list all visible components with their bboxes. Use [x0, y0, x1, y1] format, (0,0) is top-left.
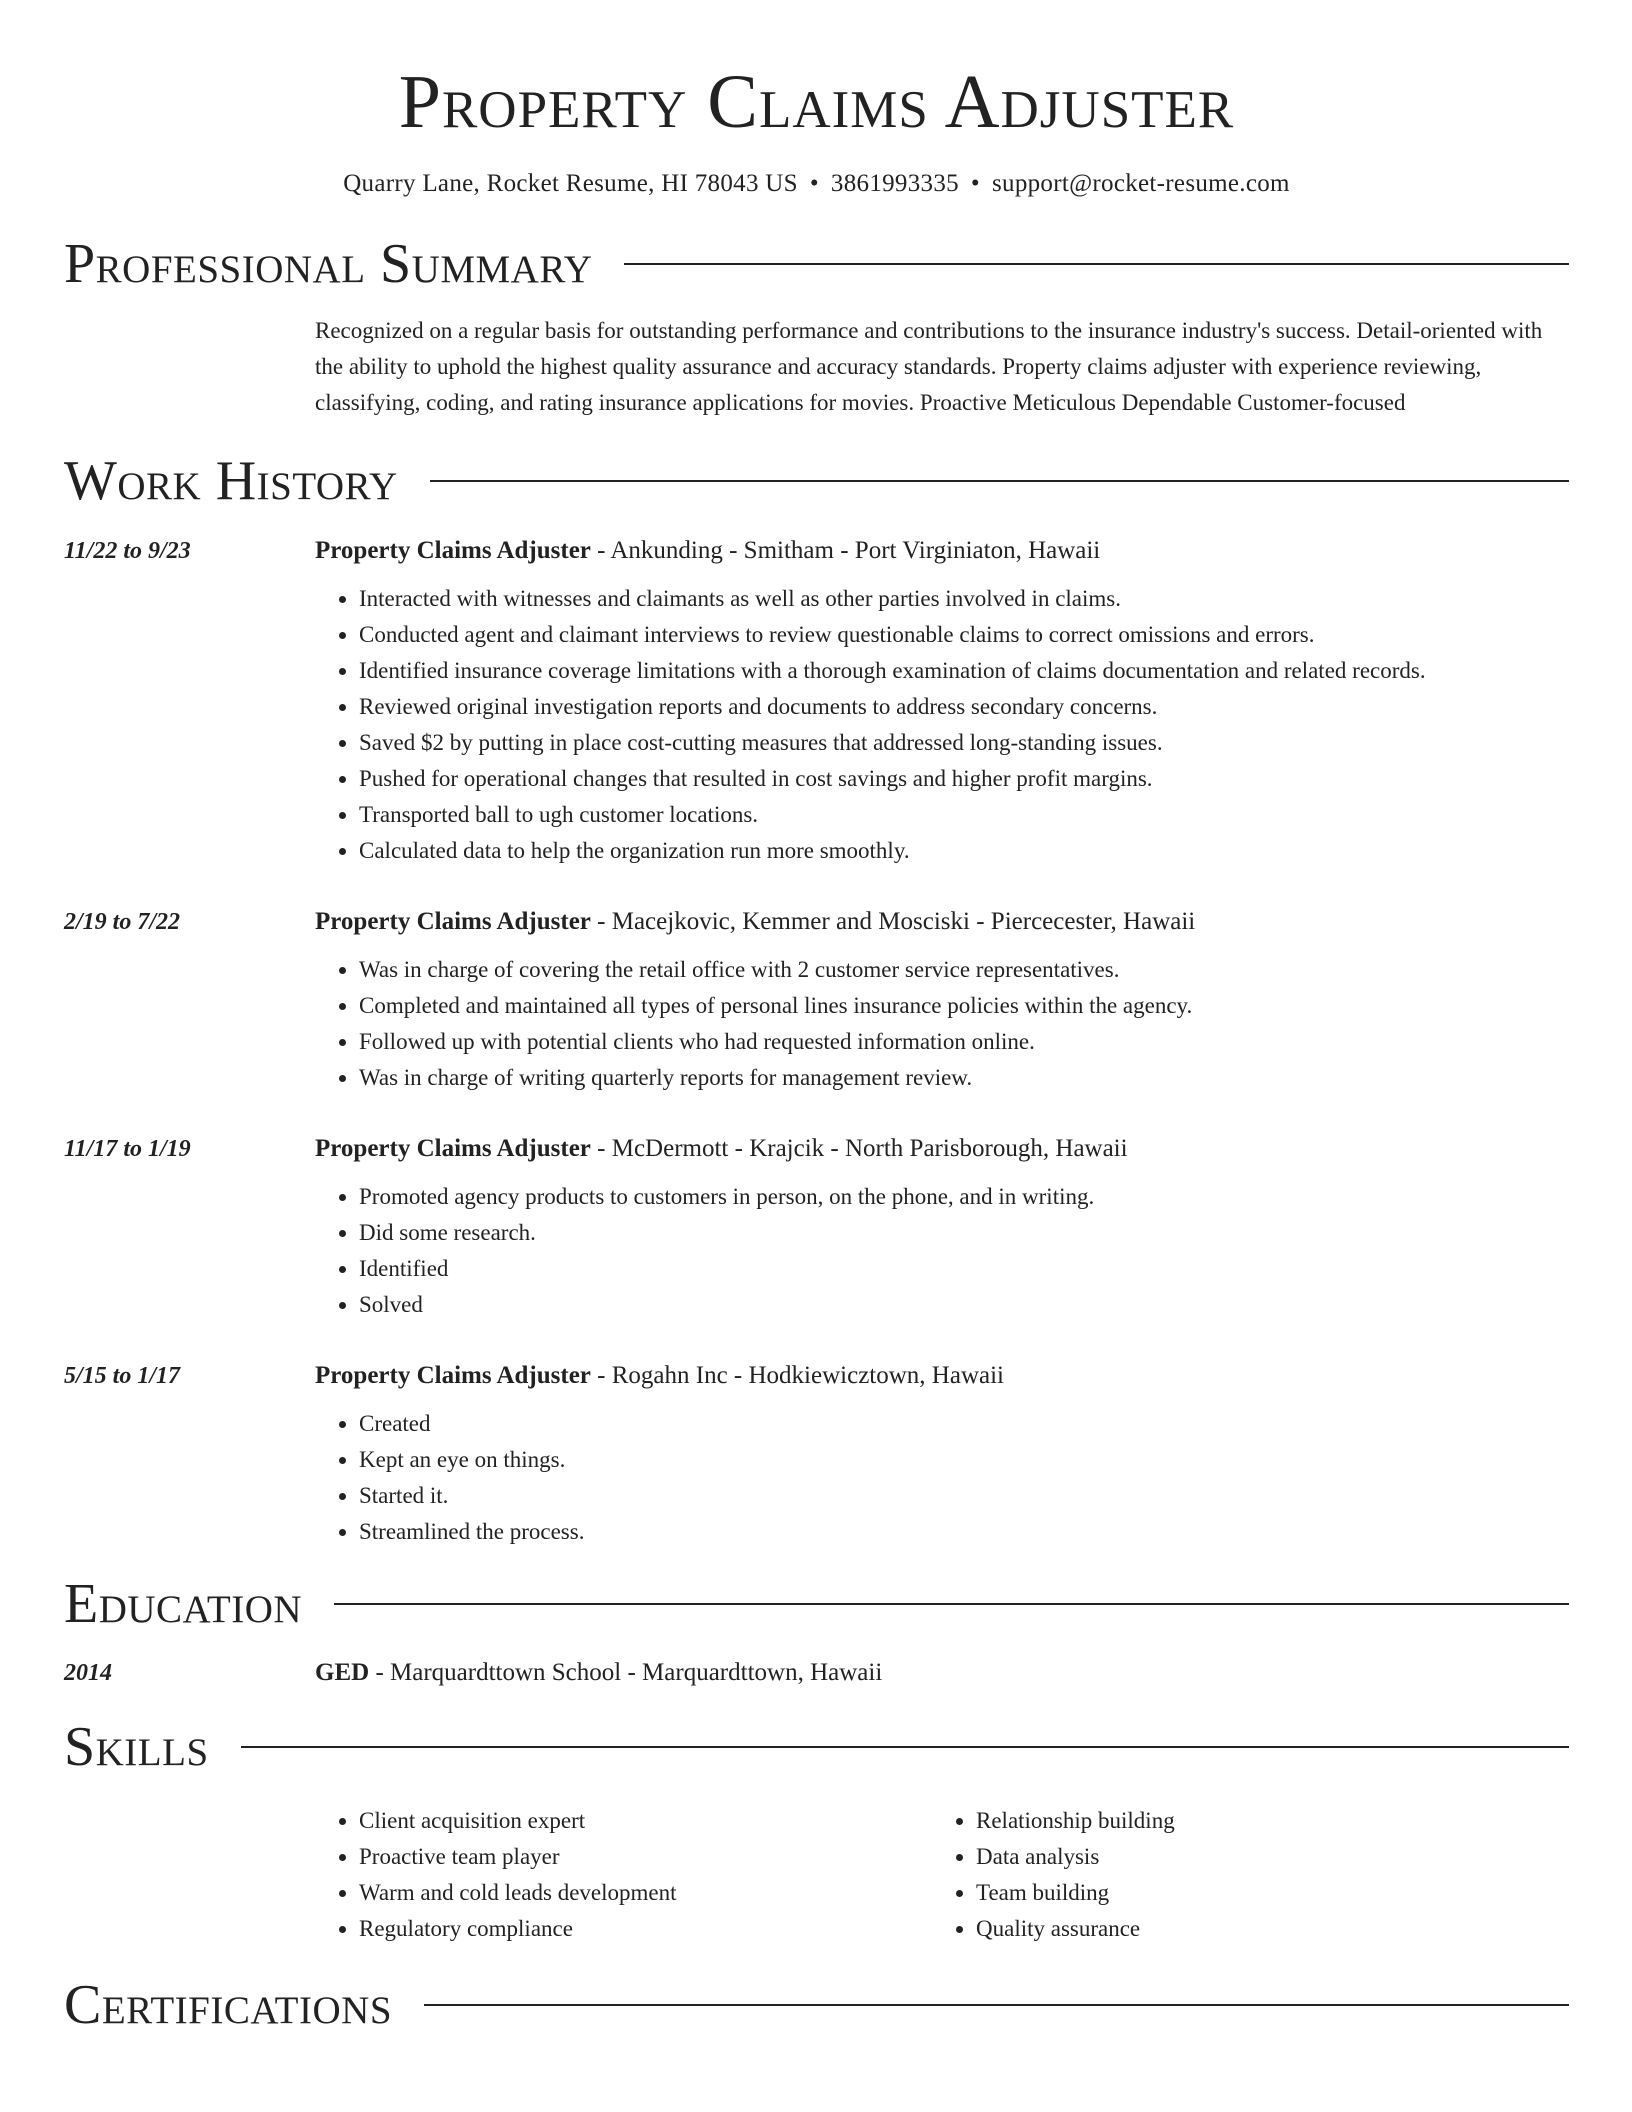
section-divider	[424, 2004, 1569, 2006]
education-year: 2014	[64, 1660, 112, 1686]
list-item: • Calculated data to help the organization run more smoothly.	[359, 833, 1569, 869]
list-item: • Promoted agency products to customers in person, on the phone, and in writing.	[359, 1179, 1569, 1215]
job-details: - Ankunding - Smitham - Port Virginiaton, Hawaii	[590, 537, 1101, 564]
job-bullets	[315, 1406, 1569, 1550]
contact-address: Quarry Lane, Rocket Resume, HI 78043 US	[343, 170, 798, 197]
section-title: Education	[64, 1573, 303, 1635]
list-item: • Was in charge of covering the retail office with 2 customer service representatives.	[359, 952, 1569, 988]
job-entry	[64, 906, 1569, 1096]
section-title: Certifications	[64, 1974, 393, 2036]
section-header-work-history	[64, 450, 1569, 512]
job-title: Property Claims Adjuster	[315, 537, 591, 564]
list-item: • Was in charge of writing quarterly reports for management review.	[359, 1060, 1569, 1096]
resume-page	[64, 0, 1569, 2036]
contact-separator: •	[970, 170, 980, 197]
summary-text: Recognized on a regular basis for outstanding performance and contributions to the insurance industry's success. Detail-oriented with the ability to uphold the highest quality assurance and accuracy standards. Property claims adjuster with experience reviewing, classifying, coding, and rating insurance applications for movies. Proactive Meticulous Dependable Customer-focused	[315, 318, 1543, 415]
job-entry	[64, 535, 1569, 869]
job-title-line	[315, 1360, 1569, 1392]
list-item: • Completed and maintained all types of personal lines insurance policies within the agency.	[359, 988, 1569, 1024]
list-item: • Started it.	[359, 1478, 1569, 1514]
section-title: Work History	[64, 450, 398, 512]
job-title-line	[315, 906, 1569, 938]
list-item: • Did some research.	[359, 1215, 1569, 1251]
skill-item: • Data analysis	[976, 1839, 1549, 1875]
section-title: Skills	[64, 1716, 209, 1778]
job-bullets	[315, 581, 1569, 869]
job-title: Property Claims Adjuster	[315, 1135, 591, 1162]
job-dates: 11/22 to 9/23	[64, 538, 191, 564]
section-header-skills	[64, 1716, 1569, 1778]
list-item: • Solved	[359, 1287, 1569, 1323]
list-item: • Reviewed original investigation reports and documents to address secondary concerns.	[359, 689, 1569, 725]
section-header-summary	[64, 233, 1569, 295]
list-item: • Transported ball to ugh customer locations.	[359, 797, 1569, 833]
job-title-line	[315, 535, 1569, 567]
job-dates: 11/17 to 1/19	[64, 1136, 191, 1162]
job-entry	[64, 1360, 1569, 1550]
skill-item: • Quality assurance	[976, 1911, 1549, 1947]
education-degree: GED	[315, 1659, 370, 1686]
education-line	[315, 1657, 1569, 1689]
list-item: • Identified	[359, 1251, 1569, 1287]
education-entry	[64, 1657, 1569, 1689]
job-dates: 5/15 to 1/17	[64, 1363, 181, 1389]
list-item: • Pushed for operational changes that resulted in cost savings and higher profit margins.	[359, 761, 1569, 797]
skills-column-left	[315, 1803, 932, 1947]
section-header-education	[64, 1573, 1569, 1635]
list-item: • Saved $2 by putting in place cost-cutting measures that addressed long-standing issues.	[359, 725, 1569, 761]
section-divider	[334, 1603, 1569, 1605]
section-divider	[624, 263, 1569, 265]
job-entry	[64, 1133, 1569, 1323]
list-item: • Interacted with witnesses and claimants as well as other parties involved in claims.	[359, 581, 1569, 617]
job-dates: 2/19 to 7/22	[64, 909, 181, 935]
list-item: • Identified insurance coverage limitations with a thorough examination of claims documentation and related records.	[359, 653, 1569, 689]
section-header-certifications	[64, 1974, 1569, 2036]
education-details: - Marquardttown School - Marquardttown, Hawaii	[369, 1659, 883, 1686]
job-title: Property Claims Adjuster	[315, 908, 591, 935]
job-bullets	[315, 1179, 1569, 1323]
list-item: • Created	[359, 1406, 1569, 1442]
skill-item: • Client acquisition expert	[359, 1803, 932, 1839]
contact-email: support@rocket-resume.com	[991, 170, 1290, 197]
contact-phone: 3861993335	[830, 170, 959, 197]
skills-list	[315, 1803, 1569, 1947]
job-details: - Macejkovic, Kemmer and Mosciski - Piercecester, Hawaii	[590, 908, 1196, 935]
list-item: • Streamlined the process.	[359, 1514, 1569, 1550]
list-item: • Conducted agent and claimant interviews to review questionable claims to correct omissions and errors.	[359, 617, 1569, 653]
section-divider	[241, 1746, 1569, 1748]
skill-item: • Warm and cold leads development	[359, 1875, 932, 1911]
job-details: - Rogahn Inc - Hodkiewicztown, Hawaii	[590, 1362, 1004, 1389]
list-item: • Followed up with potential clients who had requested information online.	[359, 1024, 1569, 1060]
skill-item: • Relationship building	[976, 1803, 1549, 1839]
resume-name: Property Claims Adjuster	[398, 60, 1235, 144]
job-bullets	[315, 952, 1569, 1096]
list-item: • Kept an eye on things.	[359, 1442, 1569, 1478]
section-title: Professional Summary	[64, 233, 593, 295]
job-details: - McDermott - Krajcik - North Parisborough, Hawaii	[590, 1135, 1128, 1162]
job-title: Property Claims Adjuster	[315, 1362, 591, 1389]
skill-item: • Regulatory compliance	[359, 1911, 932, 1947]
section-divider	[430, 480, 1569, 482]
skills-column-right	[932, 1803, 1549, 1947]
skill-item: • Team building	[976, 1875, 1549, 1911]
job-title-line	[315, 1133, 1569, 1165]
contact-line	[64, 170, 1569, 198]
skill-item: • Proactive team player	[359, 1839, 932, 1875]
contact-separator: •	[809, 170, 819, 197]
